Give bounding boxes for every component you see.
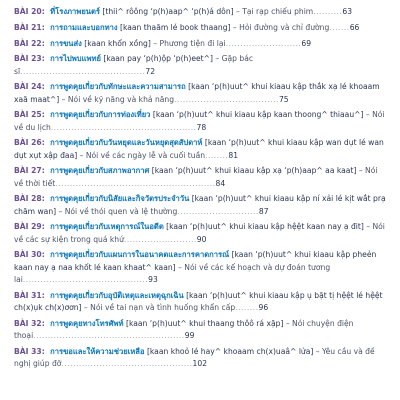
lesson-label: BÀI 21: (14, 22, 45, 32)
vietnamese-title: – Nói về thời tiết (14, 166, 378, 188)
thai-title: การพูดคุยเกี่ยวกับเหตุการณ์ในอดีต (50, 222, 164, 232)
transliteration: [kaan ‘p(h)uut^ khui kiaau kập xạ ‘p(h)aap^ aa kaat] (151, 166, 357, 176)
lesson-label: BÀI 20: (14, 7, 45, 16)
vietnamese-title: – Nói chuyện điện thoại (14, 318, 354, 340)
lesson-label: BÀI 23: (14, 54, 45, 64)
vietnamese-title: – Yêu cầu và đề nghị giúp đỡ (14, 346, 375, 368)
page-number: 99 (184, 330, 195, 340)
lesson-label: BÀI 25: (14, 110, 45, 120)
transliteration: [kaan khổn xồng] (84, 38, 151, 48)
toc-entry (14, 193, 388, 217)
page-number: 63 (342, 7, 353, 16)
thai-title: การพูดคุยเกี่ยวกับอุบัติเหตุและเหตุฉุกเฉิน (50, 290, 184, 300)
vietnamese-title: – Nói về kỹ năng và khả năng (61, 94, 175, 104)
page-number: 66 (349, 22, 360, 32)
thai-title: การพูดคุยเกี่ยวกับการท่องเที่ยว (50, 110, 151, 120)
thai-title: การพูดคุยเกี่ยวกับทักษะและความสามารถ (50, 82, 186, 92)
lesson-label: BÀI 28: (14, 194, 45, 204)
page-number: 87 (258, 206, 269, 216)
vietnamese-title: – Hỏi đường và chỉ đường (232, 22, 330, 32)
leader-dots: ............................................. (61, 358, 193, 368)
leader-dots: .................................................... (33, 330, 185, 340)
thai-title: การพูดคุยเกี่ยวกับนิสัยและกิจวัตรประจำวัน (50, 194, 190, 204)
leader-dots: ....................................................... (55, 178, 216, 188)
transliteration: [kaan khoỏ lé hay^ khoaam ch(x)uaâ^ lửa] (146, 346, 314, 356)
thai-title: การขนส่ง (50, 38, 82, 48)
page-number: 78 (196, 122, 207, 132)
leader-dots: ........................................... (22, 274, 149, 284)
leader-dots: .......... (313, 7, 343, 16)
lesson-label: BÀI 27: (14, 166, 45, 176)
page-number: 75 (278, 94, 289, 104)
transliteration: [kaan ‘p(h)uut^ khui kiaau kập kaan thoong^ thiaau^] (152, 110, 364, 120)
vietnamese-title: – Gặp bác sĩ (14, 54, 254, 76)
vietnamese-title: – Nói về các kế hoạch và dự đoán tương lai (14, 262, 331, 284)
toc-entry (14, 53, 388, 77)
transliteration: [kaan ‘p(h)uut^ khui kiaau kập ní xải lé kịt wắt prạ chăm wan] (14, 194, 386, 216)
transliteration: [kaan ‘p(h)uut^ khui kiaau kập pheẻn kaan nay ạ naa khốt lé kaan khaat^ kaan] (14, 250, 377, 272)
toc-entry (14, 290, 388, 314)
leader-dots: ............................ (177, 206, 259, 216)
vietnamese-title: – Tại rạp chiếu phim (236, 7, 314, 16)
transliteration: [kaan ‘p(h)uut^ khui kiaau kập thắk xạ lé khoaam xaă maat^] (14, 82, 380, 104)
lesson-label: BÀI 22: (14, 38, 45, 48)
thai-title: การถามและบอกทาง (50, 22, 118, 32)
transliteration: [kaan pay ‘p(h)ộp ‘p(h)eet^] (103, 54, 213, 64)
page-number: 81 (228, 150, 239, 160)
lesson-label: BÀI 29: (14, 222, 45, 232)
page-number: 102 (192, 358, 208, 368)
vietnamese-title: – Nói về du lịch (14, 110, 385, 132)
thai-title: การพูดคุยเกี่ยวกับแผนการในอนาคตและการคาดการณ์ (50, 250, 230, 260)
toc-entry (14, 22, 388, 34)
thai-title: การพูดคุยทางโทรศัพท์ (50, 318, 124, 328)
transliteration: [kaan ‘p(h)uut^ khui kiaau kập ụ bặt tị hệệt lé hệệt ch(x)ụk ch(x)ơơn] (14, 290, 383, 312)
toc-entry (14, 165, 388, 189)
transliteration: [thii^ rôông ‘p(h)aap^ ‘p(h)á dôn] (102, 7, 234, 16)
thai-title: การพูดคุยเกี่ยวกับวันหยุดและวันหยุดสุดสัปดาห์ (50, 138, 203, 148)
leader-dots: .................................................. (50, 122, 197, 132)
toc-entry (14, 221, 388, 245)
leader-dots: ........ (235, 302, 259, 312)
leader-dots: ........................................... (20, 66, 146, 76)
toc-entry (14, 109, 388, 133)
thai-title: ที่โรงภาพยนตร์ (50, 7, 100, 16)
vietnamese-title: – Nói về các sự kiện trong quá khứ (14, 222, 385, 244)
vietnamese-title: – Nói về các ngày lễ và cuối tuần (79, 150, 206, 160)
toc-entry (14, 137, 388, 161)
toc-entry (14, 318, 388, 342)
toc-entry (14, 6, 388, 18)
thai-title: การไปพบแพทย์ (50, 54, 101, 64)
thai-title: การขอและให้ความช่วยเหลือ (50, 346, 145, 356)
toc-entry (14, 81, 388, 105)
transliteration: [kaan ‘p(h)uut^ khui thaang thôô rá xặp] (125, 318, 284, 328)
transliteration: [kaan thaăm lé book thaang] (120, 22, 231, 32)
lesson-label: BÀI 32: (14, 318, 45, 328)
table-of-contents (14, 6, 388, 374)
toc-entry (14, 249, 388, 286)
transliteration: [kaan ‘p(h)uut^ khui kiaau kập wan dụt lé wan dụt xụt xập đaa] (14, 138, 384, 160)
leader-dots: ....... (329, 22, 350, 32)
leader-dots: ........ (205, 150, 229, 160)
page-number: 69 (301, 38, 312, 48)
page-number: 90 (196, 234, 207, 244)
leader-dots: .......................... (225, 38, 302, 48)
leader-dots: ......................... (123, 234, 197, 244)
leader-dots: .................................... (174, 94, 279, 104)
page-number: 72 (145, 66, 156, 76)
page-number: 96 (258, 302, 269, 312)
lesson-label: BÀI 24: (14, 82, 45, 92)
vietnamese-title: – Nói về tai nạn và tình huống khẩn cấp (83, 302, 236, 312)
transliteration: [kaan ‘p(h)uut^ khui kiaau kập hệệt kaan nay ạ đit] (166, 222, 364, 232)
page-number: 93 (148, 274, 158, 284)
vietnamese-title: – Nói về thói quen và lệ thường (58, 206, 178, 216)
lesson-label: BÀI 26: (14, 138, 45, 148)
lesson-label: BÀI 30: (14, 250, 45, 260)
thai-title: การพูดคุยเกี่ยวกับสภาพอากาศ (50, 166, 150, 176)
page-number: 84 (215, 178, 226, 188)
vietnamese-title: – Phương tiện đi lại (153, 38, 226, 48)
lesson-label: BÀI 31: (14, 290, 45, 300)
toc-entry (14, 346, 388, 370)
lesson-label: BÀI 33: (14, 346, 45, 356)
toc-entry (14, 38, 388, 50)
